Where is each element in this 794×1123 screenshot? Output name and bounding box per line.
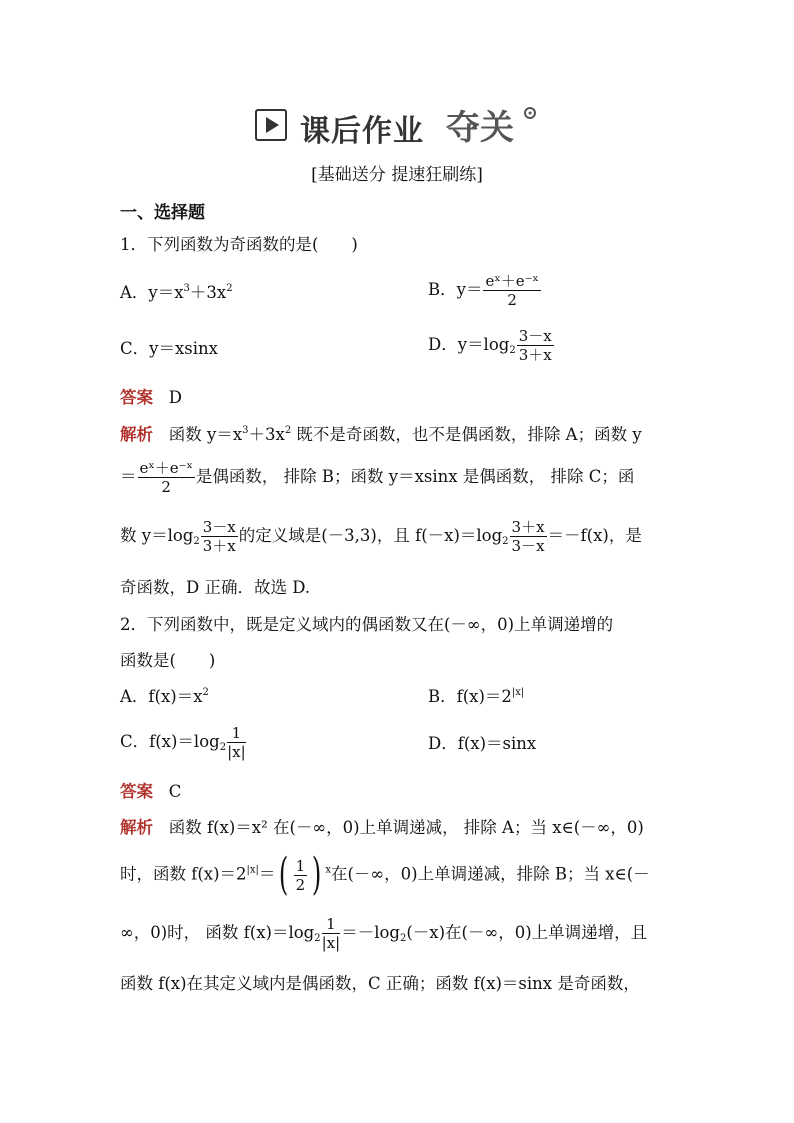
q2-stem-line1: 2．下列函数中，既是定义域内的偶函数又在(－∞，0)上单调递增的 (120, 615, 614, 634)
q2-analysis-line3: ∞，0)时， 函数 $f(x)=\log_2$ $\frac{1}{|x|}$ $=-\log_2(-x)$在(－∞，0)上单调递增，且 (120, 915, 648, 952)
play-icon (255, 109, 287, 141)
q1-option-c: C．y＝xsinx (120, 339, 218, 358)
q2-stem-line2: 函数是( ) (120, 651, 216, 670)
q2-answer: 答案 C (120, 782, 182, 801)
q2-option-b: B．$f(x)=2^{|x|}$ (428, 687, 525, 706)
q2-analysis-line1: 解析 函数 f(x)＝x² 在(－∞，0)上单调递减， 排除 A；当 x∈(－∞，0) (120, 818, 644, 837)
page-title: 课后作业 (300, 114, 424, 149)
q2-option-c: C．$f(x)=\log_2$ $\frac{1}{|x|}$ (120, 724, 246, 761)
fraction: $\frac{1}{|x|}$ (321, 915, 341, 952)
fraction: $\frac{1}{|x|}$ (227, 724, 246, 761)
fraction: $\frac{\text{eˣ＋e⁻ˣ}}{2}$ (485, 272, 539, 309)
q2-analysis-line4: 函数 f(x)在其定义域内是偶函数，C 正确；函数 f(x)＝sinx 是奇函数， (120, 974, 640, 993)
fraction: $\frac{3+x}{3-x}$ (511, 518, 545, 555)
q2-option-d: D．f(x)＝sinx (428, 734, 537, 753)
brand-text: 夺关 (446, 108, 514, 146)
q1-analysis-line2: ＝ $\frac{\text{eˣ＋e⁻ˣ}}{2}$ 是偶函数， 排除 B；函数 y＝xsinx 是偶函数， 排除 C；函 (120, 459, 635, 496)
section-heading: 一、选择题 (120, 203, 205, 223)
q1-option-a: A．$y=x^3+3x^2$ (120, 283, 233, 302)
q1-stem: 1．下列函数为奇函数的是( ) (120, 235, 358, 254)
fraction: $\frac{3-x}{3+x}$ (518, 327, 552, 364)
fraction: $\frac{\text{eˣ＋e⁻ˣ}}{2}$ (139, 459, 193, 496)
q2-option-a: A．$f(x)=x^2$ (120, 687, 209, 706)
subtitle: [基础送分 提速狂刷练] (311, 165, 483, 185)
fraction: $\frac{1}{2}$ (295, 856, 306, 894)
q1-analysis-line4: 奇函数，D 正确．故选 D. (120, 578, 311, 597)
q1-analysis-line3: 数 $y=\log_2$ $\frac{3-x}{3+x}$ 的定义域是(－3,3)，且 $f(-x)=\log_2$ $\frac{3+x}{3-x}$ ＝－f(x)，是 (120, 518, 642, 555)
q1-answer: 答案 D (120, 388, 182, 407)
brand-logo (446, 106, 542, 146)
q1-option-d: D．$y=\log_2$ $\frac{3-x}{3+x}$ (428, 327, 552, 364)
q1-option-b: B．y＝ $\frac{\text{eˣ＋e⁻ˣ}}{2}$ (428, 272, 539, 309)
q1-analysis-line1: 解析 函数 $y=x^3+3x^2$ 既不是奇函数，也不是偶函数，排除 A；函数 y (120, 425, 642, 444)
fraction: $\frac{3-x}{3+x}$ (202, 518, 236, 555)
q2-analysis-line2: 时，函数 $f(x)=2^{|x|}=$( $\frac{1}{2}$ ) $^x$在(－∞，0)上单调递减，排除 B；当 x∈(－ (120, 849, 650, 900)
